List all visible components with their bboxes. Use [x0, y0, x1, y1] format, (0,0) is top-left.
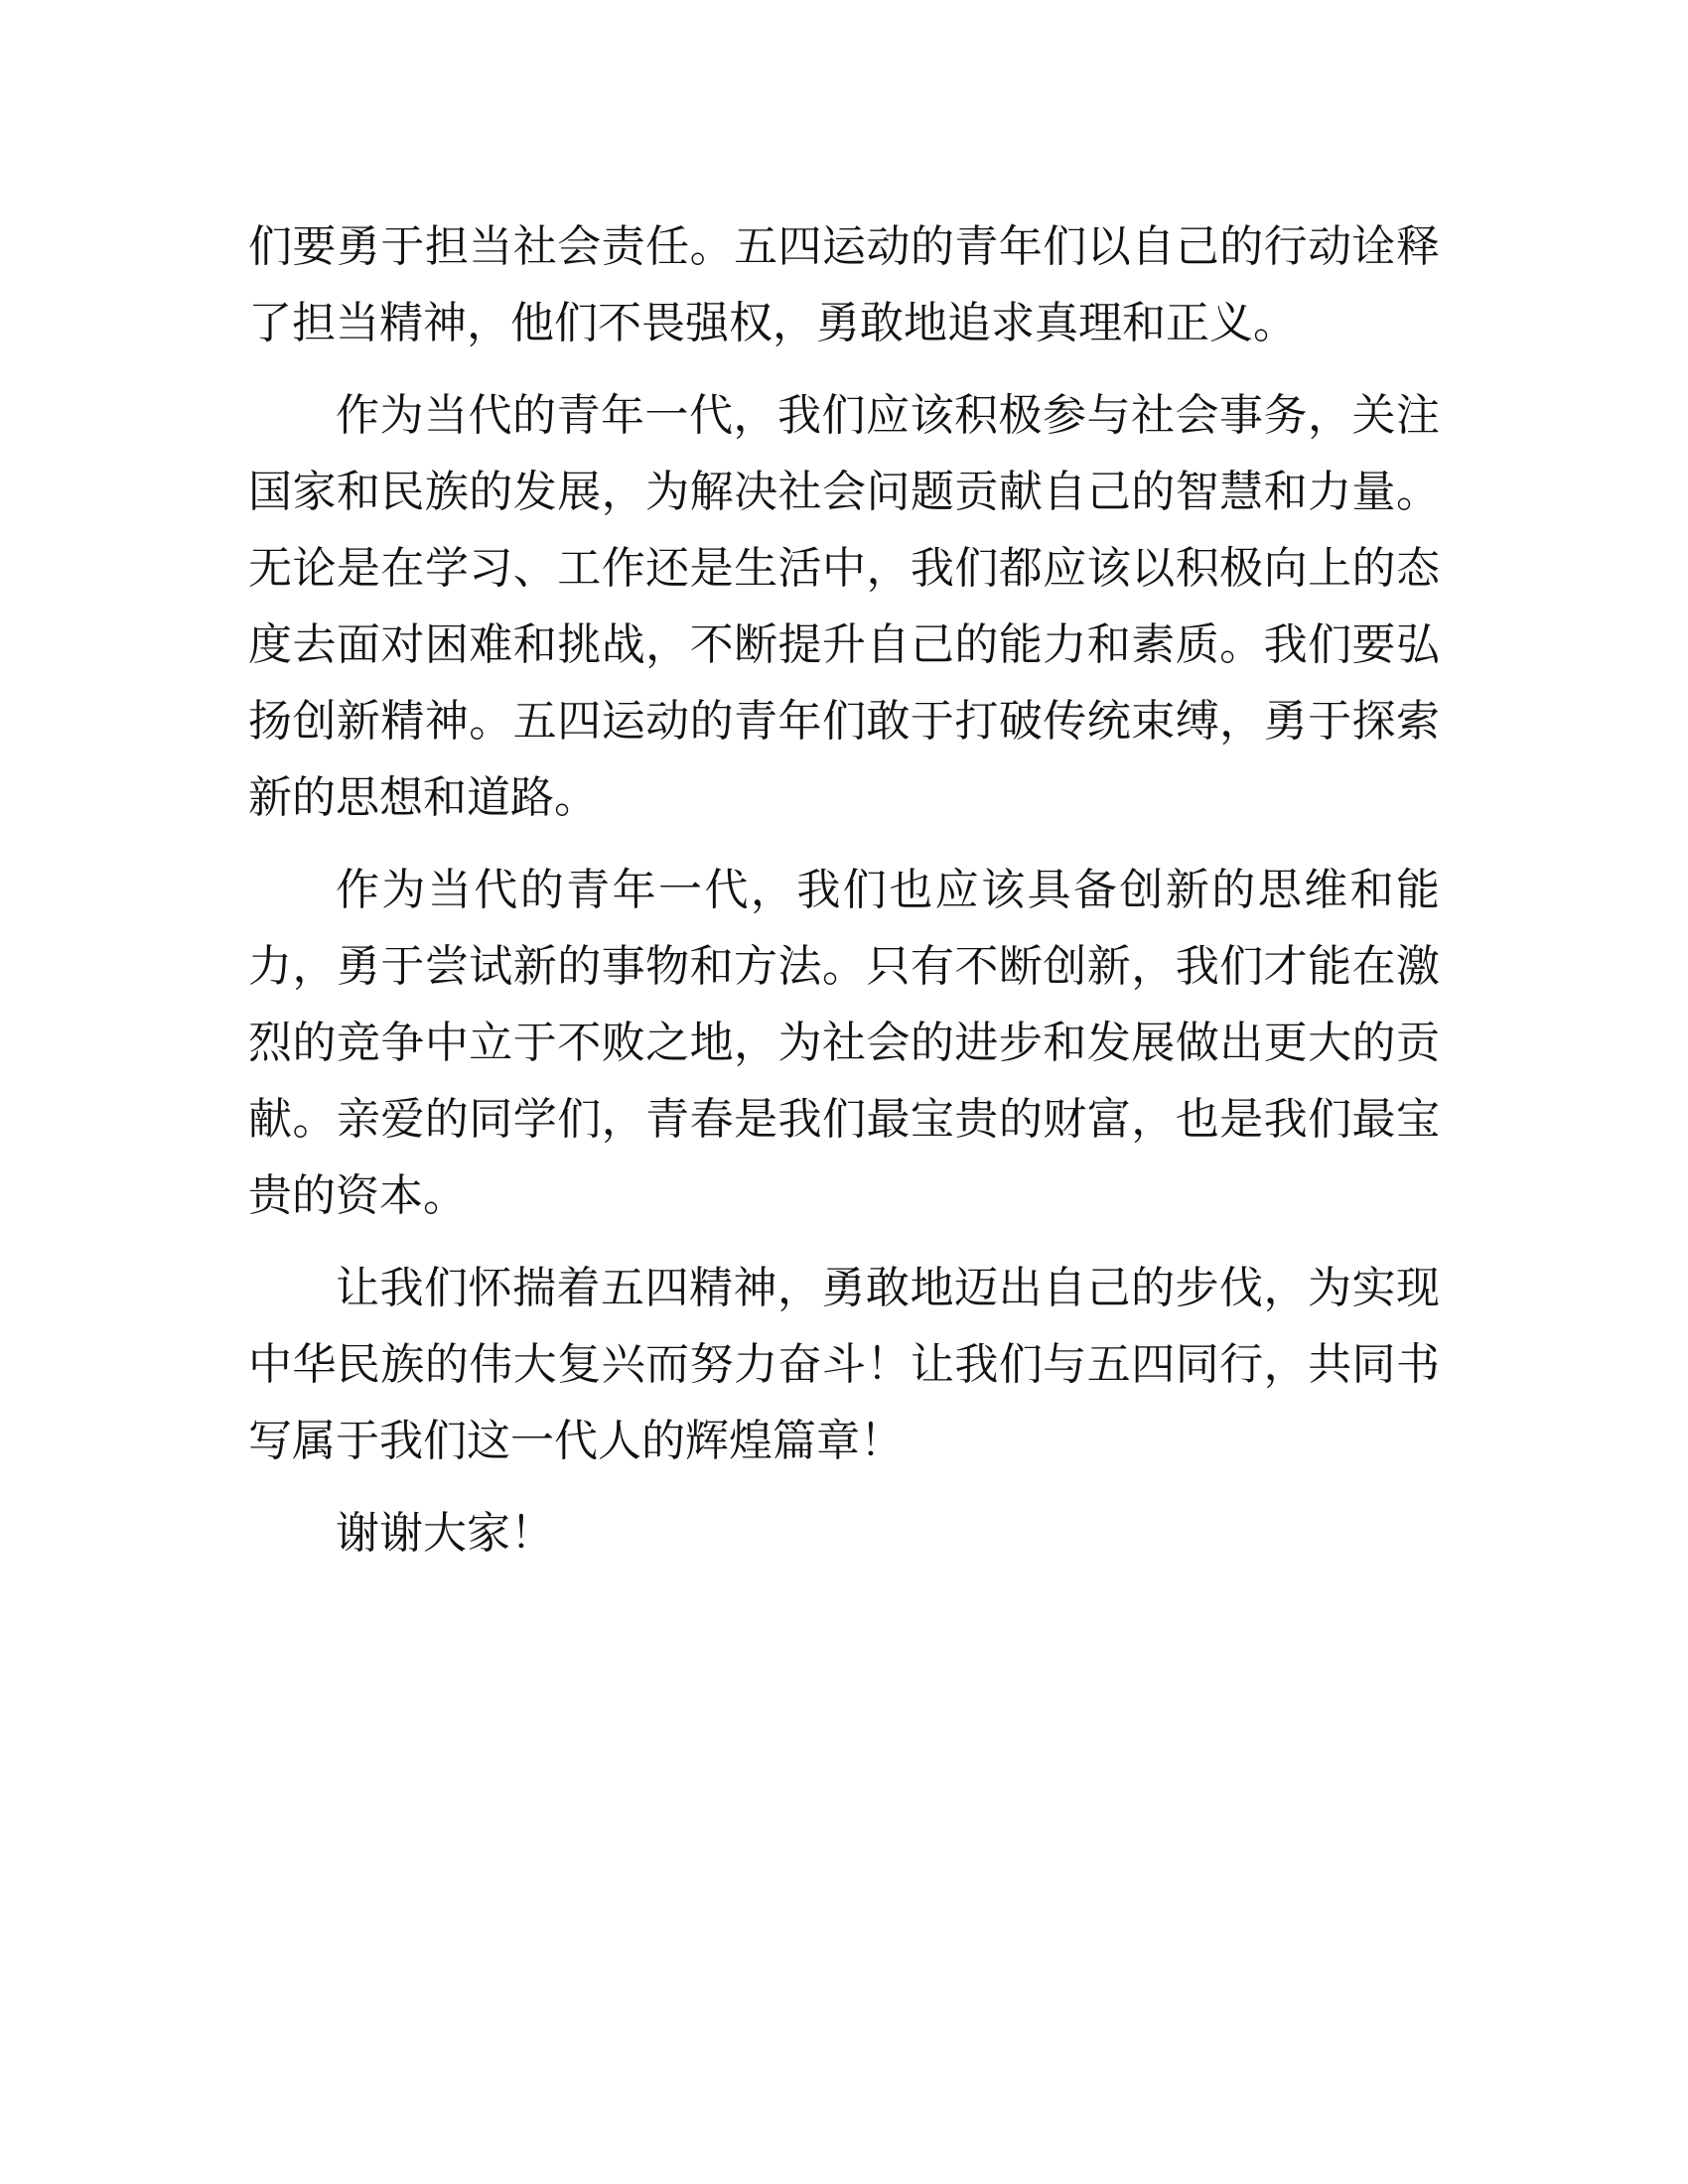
document-body — [248, 208, 1440, 1587]
paragraph-continued: 们要勇于担当社会责任。五四运动的青年们以自己的行动诠释了担当精神，他们不畏强权，勇敢地追求真理和正义。 — [248, 221, 1440, 348]
paragraph: 作为当代的青年一代，我们应该积极参与社会事务，关注国家和民族的发展，为解决社会问题贡献自己的智慧和力量。无论是在学习、工作还是生活中，我们都应该以积极向上的态度去面对困难和挑战，不断提升自己的能力和素质。我们要弘扬创新精神。五四运动的青年们敢于打破传统束缚，勇于探索新的思想和道路。 — [248, 390, 1440, 823]
paragraph: 让我们怀揣着五四精神，勇敢地迈出自己的步伐，为实现中华民族的伟大复兴而努力奋斗！让我们与五四同行，共同书写属于我们这一代人的辉煌篇章！ — [248, 1263, 1440, 1466]
closing-line: 谢谢大家！ — [336, 1508, 554, 1559]
paragraph: 作为当代的青年一代，我们也应该具备创新的思维和能力，勇于尝试新的事物和方法。只有不断创新，我们才能在激烈的竞争中立于不败之地，为社会的进步和发展做出更大的贡献。亲爱的同学们，青春是我们最宝贵的财富，也是我们最宝贵的资本。 — [248, 865, 1440, 1221]
